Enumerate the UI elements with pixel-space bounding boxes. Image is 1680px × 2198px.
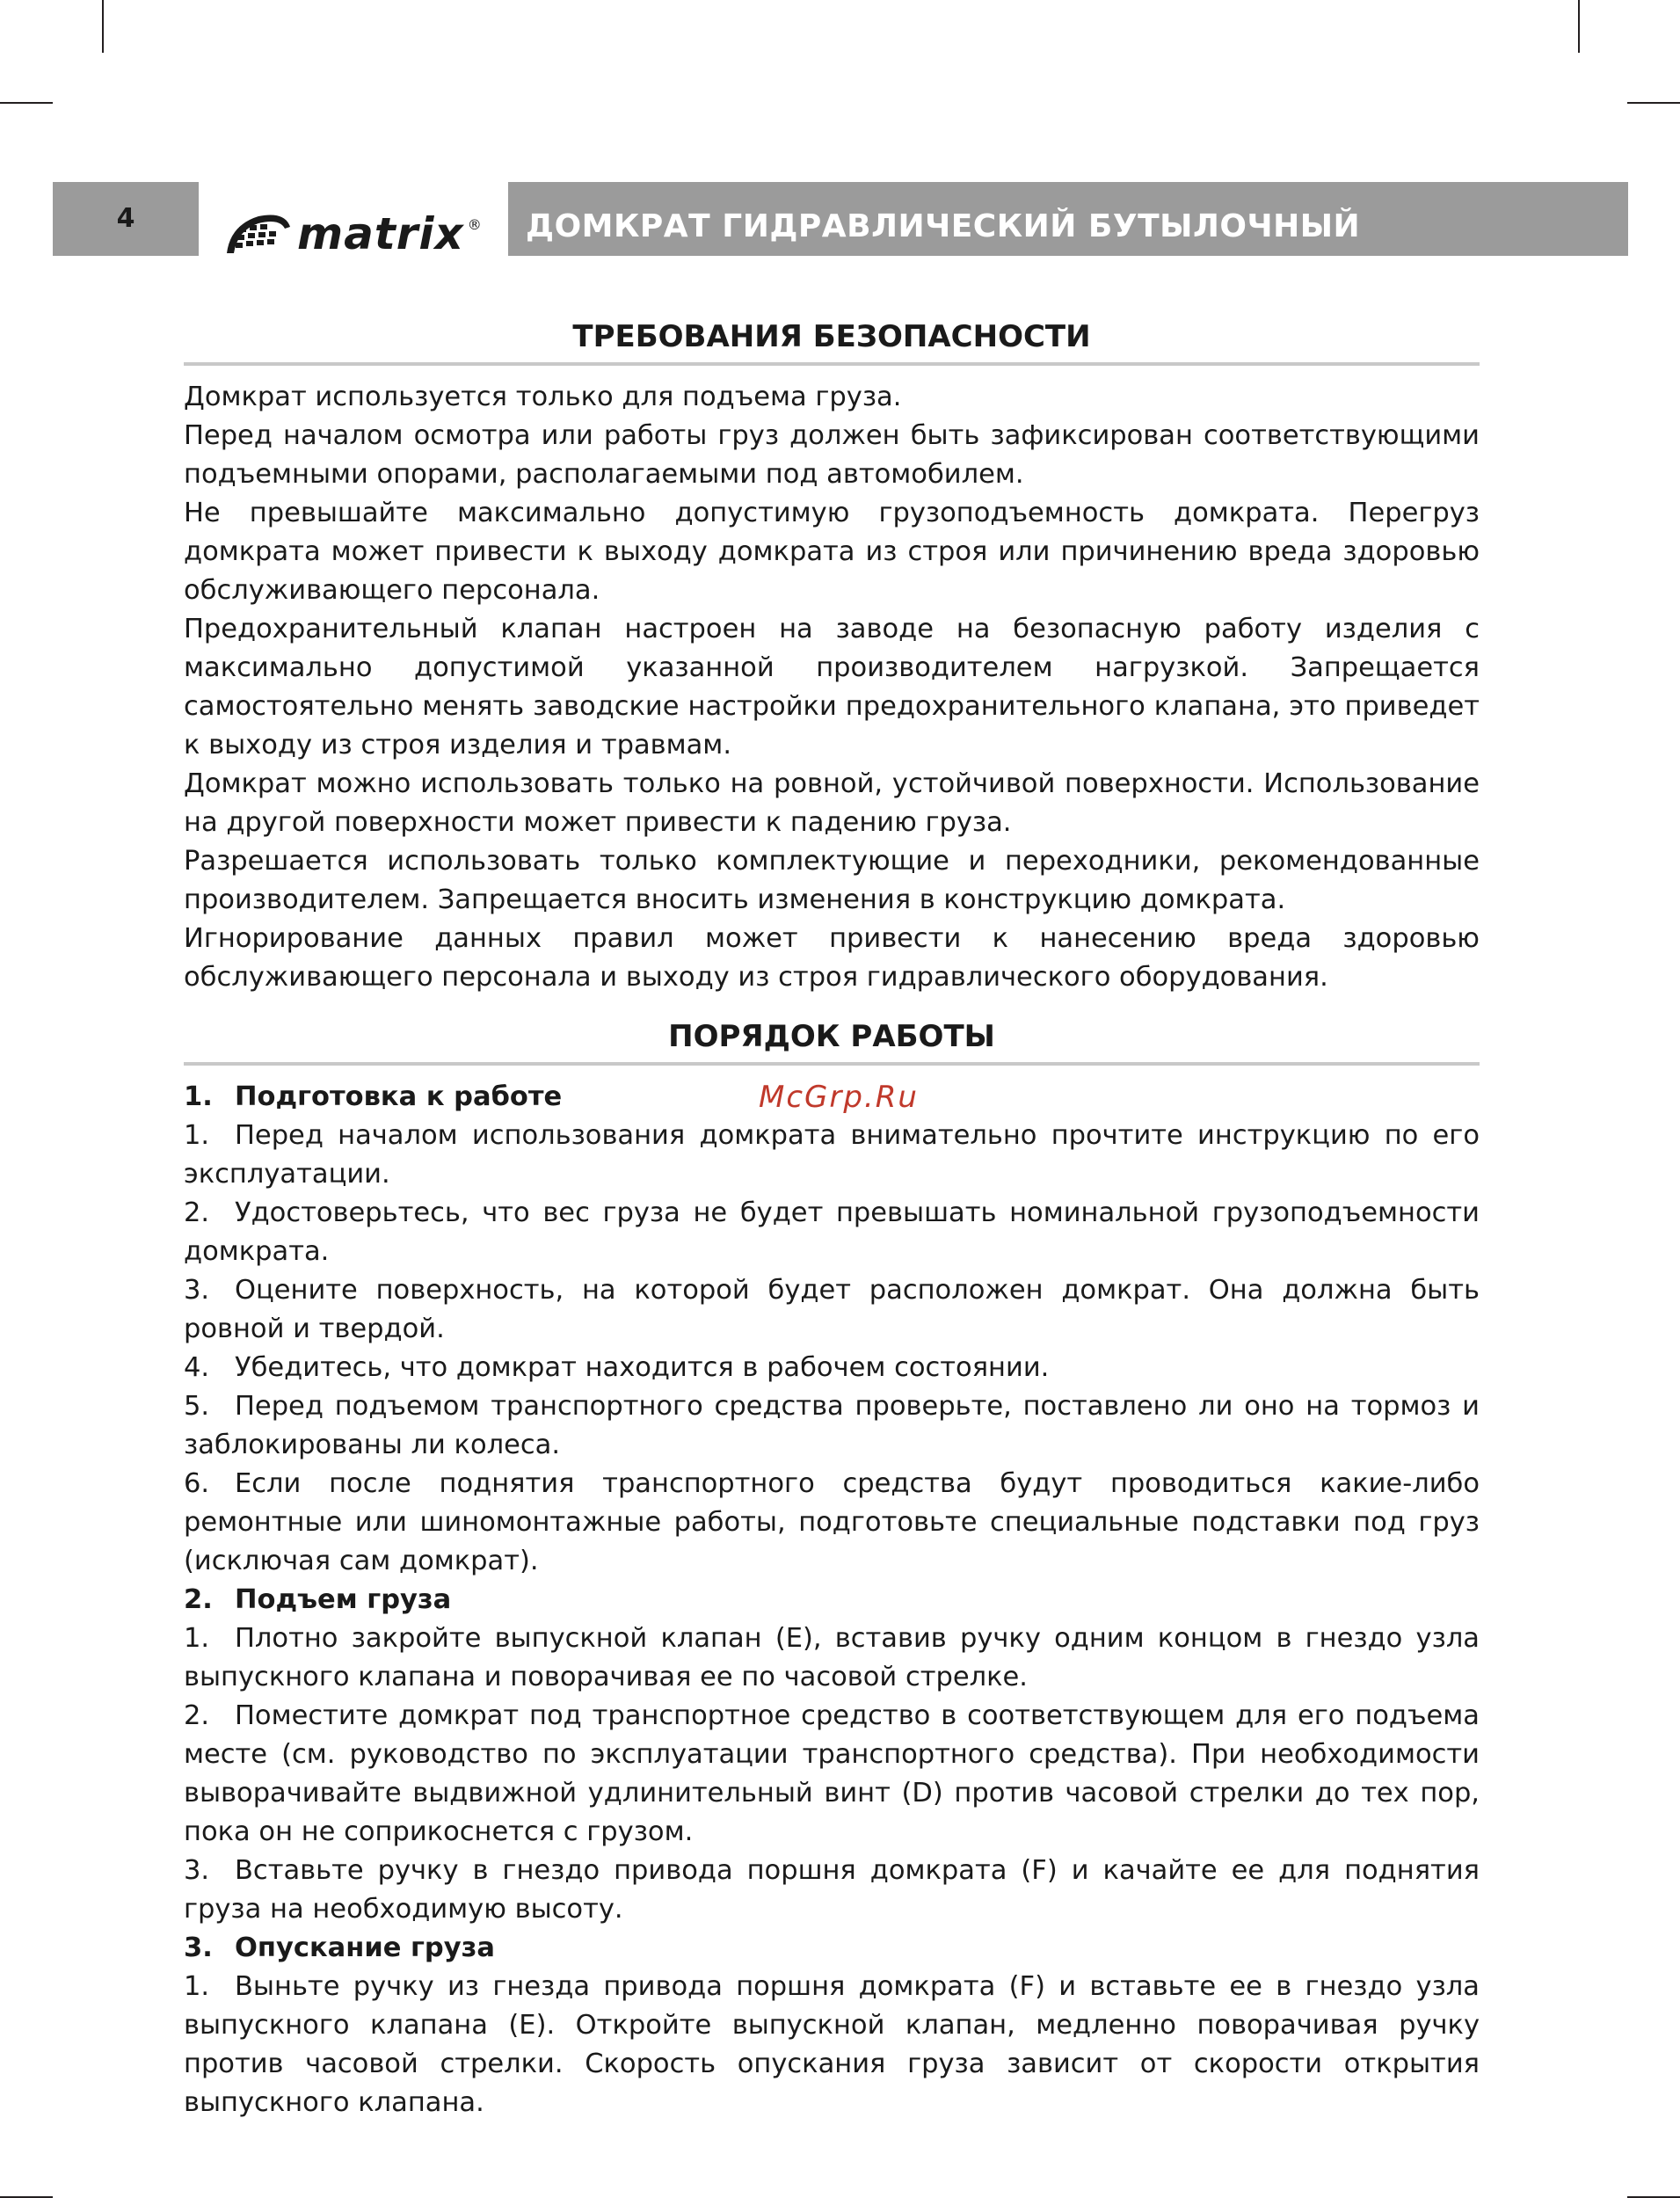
safety-heading: ТРЕБОВАНИЯ БЕЗОПАСНОСТИ (184, 315, 1480, 366)
list-item (184, 1271, 1480, 1349)
safety-section (184, 378, 1480, 997)
item-number: 1. (184, 1120, 210, 1151)
item-number: 2. (184, 1700, 210, 1731)
paragraph: Перед началом осмотра или работы груз должен быть зафиксирован соответствующими подъемными опорами, располагаемыми под автомобилем. (184, 420, 1480, 490)
registered-mark: ® (467, 216, 482, 233)
page-number: 4 (53, 182, 199, 256)
watermark: McGrp.Ru (759, 1080, 919, 1115)
subsection-label: Подготовка к работе (235, 1081, 563, 1112)
item-text: Выньте ручку из гнезда привода поршня домкрата (F) и вставьте ее в гнездо узла выпускного клапана (E). Откройте выпускной клапан, медленно поворачивая ручку против часовой стрелки. Скорость опускания груза зависит от скорости открытия выпускного клапана. (184, 1971, 1480, 2118)
item-text: Плотно закройте выпускной клапан (E), вставив ручку одним концом в гнездо узла выпускного клапана и поворачивая ее по часовой стрелке. (184, 1623, 1480, 1692)
subsection-label: Опускание груза (235, 1932, 495, 1963)
item-number: 1. (184, 1623, 210, 1654)
paragraph: Домкрат можно использовать только на ровной, устойчивой поверхности. Использование на другой поверхности может привести к падению груза. (184, 768, 1480, 838)
list-item (184, 1968, 1480, 2122)
item-number: 2. (184, 1197, 210, 1228)
paragraph: Домкрат используется только для подъема груза. (184, 382, 902, 412)
brand-logo (223, 200, 482, 267)
operation-section-preparation (184, 1078, 1480, 1581)
page-content (184, 315, 1480, 2122)
paragraph: Разрешается использовать только комплектующие и переходники, рекомендованные производителем. Запрещается вносить изменения в конструкцию домкрата. (184, 846, 1480, 915)
list-item (184, 1465, 1480, 1581)
crop-mark-right-top (1627, 102, 1680, 104)
subsection-title (184, 1581, 1480, 1619)
document-title: ДОМКРАТ ГИДРАВЛИЧЕСКИЙ БУТЫЛОЧНЫЙ (526, 208, 1361, 244)
item-text: Перед началом использования домкрата внимательно прочтите инструкцию по его эксплуатации. (184, 1120, 1480, 1190)
crop-mark-top-right (1578, 0, 1580, 53)
item-number: 1. (184, 1971, 210, 2002)
paragraph: Не превышайте максимально допустимую грузоподъемность домкрата. Перегруз домкрата может привести к выходу домкрата из строя или причинению вреда здоровью обслуживающего персонала. (184, 498, 1480, 606)
item-number: 6. (184, 1468, 210, 1499)
list-item (184, 1194, 1480, 1271)
matrix-logo-icon (223, 207, 292, 260)
item-number: 5. (184, 1391, 210, 1422)
item-text: Поместите домкрат под транспортное средство в соответствующем для его подъема месте (см. руководство по эксплуатации транспортного средства). При необходимости выворачивайте выдвижной удлинительный винт (D) против часовой стрелки до тех пор, пока он не соприкоснется с грузом. (184, 1700, 1480, 1847)
item-number: 3. (184, 1855, 210, 1886)
list-item (184, 1387, 1480, 1465)
list-item (184, 1349, 1480, 1387)
subsection-number: 3. (184, 1932, 213, 1963)
list-item (184, 1852, 1480, 1929)
subsection-label: Подъем груза (235, 1584, 452, 1615)
operation-heading: ПОРЯДОК РАБОТЫ (184, 1015, 1480, 1066)
item-number: 4. (184, 1352, 210, 1383)
paragraph: Игнорирование данных правил может привести к нанесению вреда здоровью обслуживающего персонала и выходу из строя гидравлического оборудования. (184, 923, 1480, 993)
subsection-number: 1. (184, 1081, 213, 1112)
item-text: Оцените поверхность, на которой будет расположен домкрат. Она должна быть ровной и твердой. (184, 1275, 1480, 1344)
crop-mark-top-left (102, 0, 104, 53)
subsection-title (184, 1929, 1480, 1968)
item-text: Если после поднятия транспортного средства будут проводиться какие-либо ремонтные или шиномонтажные работы, подготовьте специальные подставки под груз (исключая сам домкрат). (184, 1468, 1480, 1576)
list-item (184, 1619, 1480, 1697)
list-item (184, 1117, 1480, 1194)
item-number: 3. (184, 1275, 210, 1306)
item-text: Удостоверьтесь, что вес груза не будет превышать номинальной грузоподъемности домкрата. (184, 1197, 1480, 1267)
item-text: Убедитесь, что домкрат находится в рабочем состоянии. (235, 1352, 1050, 1383)
logo-wordmark: matrix (297, 208, 464, 259)
operation-section-lifting (184, 1581, 1480, 1929)
paragraph: Предохранительный клапан настроен на заводе на безопасную работу изделия с максимально допустимой указанной производителем нагрузкой. Запрещается самостоятельно менять заводские настройки предохранительного клапана, это приведет к выходу из строя изделия и травмам. (184, 614, 1480, 761)
item-text: Вставьте ручку в гнездо привода поршня домкрата (F) и качайте ее для поднятия груза на необходимую высоту. (184, 1855, 1480, 1925)
crop-mark-left-top (0, 102, 53, 104)
item-text: Перед подъемом транспортного средства проверьте, поставлено ли оно на тормоз и заблокированы ли колеса. (184, 1391, 1480, 1460)
header-title-bar (508, 182, 1628, 256)
list-item (184, 1697, 1480, 1852)
subsection-number: 2. (184, 1584, 213, 1615)
operation-section-lowering (184, 1929, 1480, 2122)
subsection-title (184, 1078, 1480, 1117)
